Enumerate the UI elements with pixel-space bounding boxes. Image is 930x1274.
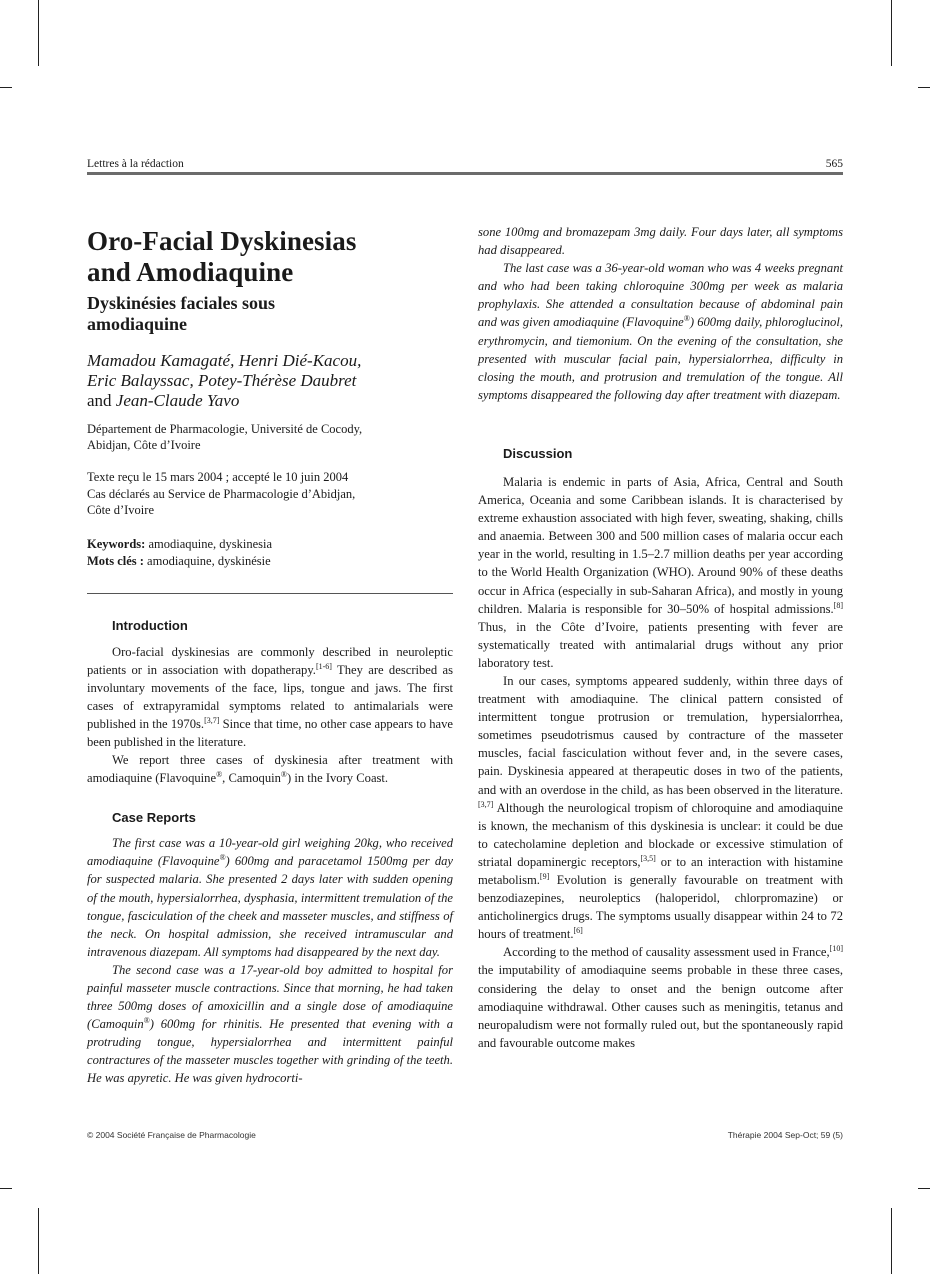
header-rule <box>87 172 843 175</box>
paragraph: Oro-facial dyskinesias are commonly described in neuroleptic patients or in association with dopatherapy.[1-6] They are described as involuntary movements of the face, lips, tongue and jaws. The first cases of extrapyramidal symptoms related to antimalarials were published in the 1970s.[3,7] Since that time, no other case appears to have been published in the literature. <box>87 644 453 749</box>
crop-mark <box>0 1188 12 1189</box>
section-heading-case-reports: Case Reports <box>112 810 196 826</box>
section-heading-discussion: Discussion <box>503 445 573 461</box>
paragraph: The second case was a 17-year-old boy admitted to hospital for painful masseter muscle contractions. Since that morning, he had taken three 500mg doses of amoxicillin and a single dose of amodiaquine (Camoquin®) 600mg for rhinitis. He presented that evening with a protruding tongue, hypersialorrhea and intermittent painful contractures of the masseter muscles together with grinding of the teeth. He was apyretic. He was given hydrocorti- <box>87 962 453 1086</box>
author-list: Mamadou Kamagaté, Henri Dié-Kacou, Eric Balayssac, Potey-Thérèse Daubret and Jean-Claude Yavo <box>87 351 362 410</box>
crop-mark <box>891 1208 892 1274</box>
paragraph: sone 100mg and bromazepam 3mg daily. Four days later, all symptoms had disappeared. <box>478 225 843 258</box>
keywords: Keywords: amodiaquine, dyskinesia Mots clés : amodiaquine, dyskinésie <box>87 536 273 568</box>
paragraph: The first case was a 10-year-old girl weighing 20kg, who received amodiaquine (Flavoquine®) 600mg and paracetamol 1500mg per day for suspected malaria. She presented 2 days later with sudden opening of the mouth, hypersialorrhea, dysphasia, intermittent tremulation of the tongue, fasciculation of the cheek and masseter muscles, and stiffness of the neck. On hospital admission, she received intramuscular and intravenous diazepam. All symptoms had disappeared by the next day. <box>87 836 453 959</box>
running-head <box>87 152 843 170</box>
paragraph: Malaria is endemic in parts of Asia, Africa, Central and South America, Oceania and some Caribbean islands. It is characterised by extreme exhaustion associated with high fever, sweating, shaking, chills and anaemia. Between 300 and 500 million cases of malaria occur each year in the world, resulting in 1.5–2.7 million deaths per year according to the World Health Organization (WHO). Around 90% of these deaths occur in Africa (especially in sub-Saharan Africa), and mostly in young children. Malaria is responsible for 30–50% of hospital admissions.[8] Thus, in the Côte d’Ivoire, patients presenting with fever are systematically treated with antimalarial drugs without any prior laboratory test. <box>478 474 843 670</box>
section-divider <box>87 593 453 594</box>
crop-mark <box>918 1188 930 1189</box>
crop-mark <box>918 87 930 88</box>
journal-citation: Thérapie 2004 Sep-Oct; 59 (5) <box>727 1130 843 1140</box>
submission-dates: Texte reçu le 15 mars 2004 ; accepté le 10 juin 2004 Cas déclarés au Service de Pharmacologie d’Abidjan, Côte d’Ivoire <box>87 470 356 517</box>
paragraph: In our cases, symptoms appeared suddenly, within three days of treatment with amodiaquine. The clinical pattern consisted of intermittent tongue protrusion or tremulation, hypersialorrhea, sometimes pseudotrismus caused by contracture of the masseter muscles, facial fasciculation without fever and, in the severe cases, pain. Dyskinesia appeared at therapeutic doses in two of the patients, and with an overdose in the child, as has been observed in the literature.[3,7] Although the neurological tropism of chloroquine and amodiaquine is known, the mechanism of this dyskinesia is unclear: it could be due to catecholamine depletion and blockade or excessive stimulation of striatal dopaminergic receptors,[3,5] or to an interaction with histamine metabolism.[9] Evolution is generally favourable on treatment with benzodiazepines, neuroleptics (haloperidol, chlorpromazine) or anticholinergics drugs. The symptoms usually disappear within 24 to 72 hours of treatment.[6] <box>478 673 843 942</box>
affiliation: Département de Pharmacologie, Université de Cocody, Abidjan, Côte d’Ivoire <box>87 422 363 452</box>
article-title: Oro-Facial Dyskinesias and Amodiaquine <box>87 226 357 287</box>
right-column <box>478 223 843 1052</box>
section-heading-introduction: Introduction <box>112 617 188 633</box>
left-column <box>87 226 453 1088</box>
page-footer <box>87 1130 843 1140</box>
paragraph: We report three cases of dyskinesia after treatment with amodiaquine (Flavoquine®, Camoquin®) in the Ivory Coast. <box>87 753 453 786</box>
page-number: 565 <box>825 158 843 170</box>
crop-mark <box>0 87 12 88</box>
paragraph: According to the method of causality assessment used in France,[10] the imputability of amodiaquine seems probable in these three cases, considering the delay to onset and the benign outcome after amodiaquine withdrawal. Other causes such as meningitis, tetanus and neuropaludism were not formally ruled out, but the spontaneously rapid and favourable outcome makes <box>478 944 843 1050</box>
crop-mark <box>38 1208 39 1274</box>
article-subtitle: Dyskinésies faciales sous amodiaquine <box>87 293 276 334</box>
copyright-notice: © 2004 Société Française de Pharmacologie <box>87 1130 256 1140</box>
section-name: Lettres à la rédaction <box>87 158 184 170</box>
crop-mark <box>891 0 892 66</box>
crop-mark <box>38 0 39 66</box>
paragraph: The last case was a 36-year-old woman who was 4 weeks pregnant and who had been taking chloroquine 300mg per week as malaria prophylaxis. She attended a consultation because of abdominal pain and was given amodiaquine (Flavoquine®) 600mg daily, phloroglucinol, erythromycin, and tiemonium. On the evening of the consultation, she presented with muscular facial pain, hypersialorrhea, difficulty in closing the mouth, and protrusion and tremulation of the tongue. All symptoms disappeared the following day after treatment with diazepam. <box>478 261 843 402</box>
